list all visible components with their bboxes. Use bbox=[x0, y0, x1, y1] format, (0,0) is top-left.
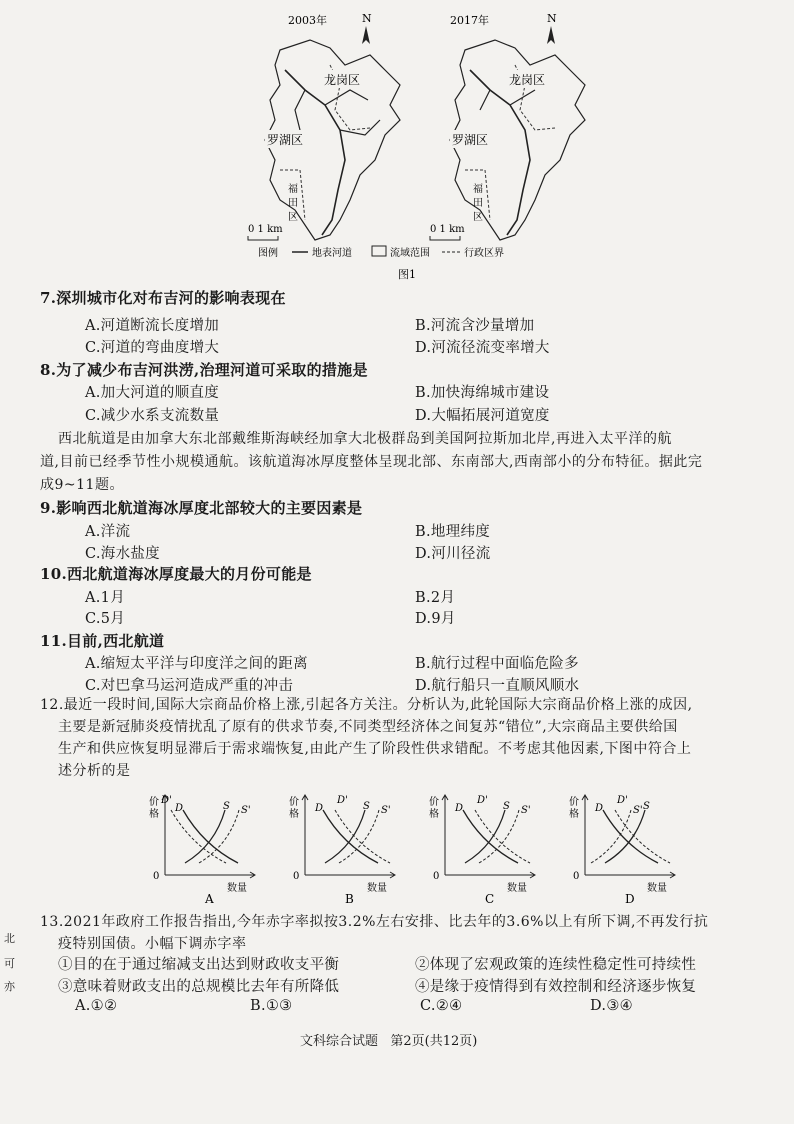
label-s-prime: S' bbox=[381, 805, 391, 816]
graph-xlabel: 数量 bbox=[507, 883, 527, 894]
label-s-prime: S' bbox=[633, 805, 643, 816]
q13-option-b[interactable]: B.①③ bbox=[250, 998, 293, 1014]
q12-graphs bbox=[140, 775, 680, 905]
q9-option-a[interactable]: A.洋流 bbox=[85, 524, 131, 540]
q10-option-b[interactable]: B.2月 bbox=[415, 590, 456, 606]
margin-mark-3: 亦 bbox=[4, 980, 15, 993]
supply-curve-s-prime bbox=[591, 810, 631, 863]
label-d: D bbox=[175, 803, 184, 814]
svg-text:田: 田 bbox=[473, 198, 483, 209]
demand-curve-d bbox=[183, 810, 238, 863]
label-d-prime: D' bbox=[477, 795, 488, 806]
margin-mark-2: 可 bbox=[4, 957, 15, 970]
graph-ylabel: 价 bbox=[289, 797, 299, 808]
svg-text:区: 区 bbox=[473, 212, 483, 223]
margin-mark-1: 北 bbox=[4, 932, 15, 945]
q13-option-a[interactable]: A.①② bbox=[75, 998, 118, 1014]
supply-curve-s-prime bbox=[339, 810, 379, 863]
q13-statement-4: ④是缘于疫情得到有效控制和经济逐步恢复 bbox=[415, 979, 697, 995]
label-futian-2003: 福 bbox=[288, 184, 298, 195]
demand-curve-d bbox=[603, 810, 658, 863]
graph-origin: 0 bbox=[293, 871, 300, 882]
svg-text:区: 区 bbox=[288, 212, 298, 223]
q10-option-a[interactable]: A.1月 bbox=[85, 590, 126, 606]
label-luohu-2003: 罗湖区 bbox=[267, 133, 304, 147]
passage-line-3: 成9~11题。 bbox=[40, 477, 124, 493]
q12-graphs-svg bbox=[140, 775, 680, 905]
q8-option-d[interactable]: D.大幅拓展河道宽度 bbox=[415, 408, 550, 424]
graph-ylabel: 格 bbox=[429, 809, 439, 820]
map-2003 bbox=[265, 12, 400, 240]
q8-option-a[interactable]: A.加大河道的顺直度 bbox=[85, 385, 220, 401]
graph-xlabel: 数量 bbox=[647, 883, 667, 894]
label-d-prime: D' bbox=[161, 795, 172, 806]
q13-option-c[interactable]: C.②④ bbox=[420, 998, 463, 1014]
question-7-stem: 7.深圳城市化对布吉河的影响表现在 bbox=[40, 289, 286, 307]
label-s: S bbox=[643, 801, 650, 812]
q7-option-a[interactable]: A.河道断流长度增加 bbox=[85, 318, 220, 334]
scale-bar-2017: 0 1 km bbox=[430, 224, 465, 235]
legend-basin: 流域范围 bbox=[390, 248, 430, 259]
label-s-prime: S' bbox=[241, 805, 251, 816]
map-title-2017: 2017年 bbox=[450, 14, 489, 27]
supply-curve-s bbox=[605, 810, 645, 863]
question-13-line-2: 疫特别国债。小幅下调赤字率 bbox=[58, 936, 247, 952]
q11-option-d[interactable]: D.航行船只一直顺风顺水 bbox=[415, 678, 580, 694]
q13-statement-3: ③意味着财政支出的总规模比去年有所降低 bbox=[58, 979, 340, 995]
q7-option-c[interactable]: C.河道的弯曲度增大 bbox=[85, 340, 220, 356]
label-s: S bbox=[223, 801, 230, 812]
question-9-stem: 9.影响西北航道海冰厚度北部较大的主要因素是 bbox=[40, 499, 363, 517]
q13-statement-1: ①目的在于通过缩减支出达到财政收支平衡 bbox=[58, 957, 340, 973]
label-d: D bbox=[455, 803, 464, 814]
graph-ylabel: 格 bbox=[149, 809, 159, 820]
label-luohu-2017: 罗湖区 bbox=[452, 133, 489, 147]
north-label-2017: N bbox=[547, 12, 557, 25]
map-2017 bbox=[450, 12, 585, 240]
graph-ylabel: 格 bbox=[289, 809, 299, 820]
question-12-line-1: 12.最近一段时间,国际大宗商品价格上涨,引起各方关注。分析认为,此轮国际大宗商品价格上涨的成因, bbox=[40, 697, 693, 713]
q8-option-c[interactable]: C.减少水系支流数量 bbox=[85, 408, 220, 424]
q9-option-c[interactable]: C.海水盐度 bbox=[85, 546, 160, 562]
legend-label: 图例 bbox=[258, 248, 278, 259]
label-s: S bbox=[363, 801, 370, 812]
question-8-stem: 8.为了减少布吉河洪涝,治理河道可采取的措施是 bbox=[40, 361, 368, 379]
label-d: D bbox=[595, 803, 604, 814]
graph-xlabel: 数量 bbox=[227, 883, 247, 894]
q13-statement-2: ②体现了宏观政策的连续性稳定性可持续性 bbox=[415, 957, 697, 973]
label-longgang-2017: 龙岗区 bbox=[509, 73, 546, 87]
q9-option-b[interactable]: B.地理纬度 bbox=[415, 524, 491, 540]
q11-option-a[interactable]: A.缩短太平洋与印度洋之间的距离 bbox=[85, 656, 308, 672]
q11-option-b[interactable]: B.航行过程中面临危险多 bbox=[415, 656, 579, 672]
svg-text:田: 田 bbox=[288, 198, 298, 209]
map-title-2003: 2003年 bbox=[288, 14, 327, 27]
graph-ylabel: 价 bbox=[149, 797, 159, 808]
question-12-line-2: 主要是新冠肺炎疫情扰乱了原有的供求节奏,不同类型经济体之间复苏“错位”,大宗商品主要供给国 bbox=[58, 719, 678, 735]
question-12-line-4: 述分析的是 bbox=[58, 763, 131, 779]
supply-curve-s bbox=[325, 810, 365, 863]
graph-letter: D bbox=[625, 892, 635, 905]
label-d: D bbox=[315, 803, 324, 814]
label-s-prime: S' bbox=[521, 805, 531, 816]
q11-option-c[interactable]: C.对巴拿马运河造成严重的冲击 bbox=[85, 678, 294, 694]
q10-option-c[interactable]: C.5月 bbox=[85, 611, 126, 627]
graph-origin: 0 bbox=[433, 871, 440, 882]
label-longgang-2003: 龙岗区 bbox=[324, 73, 361, 87]
graph-ylabel: 格 bbox=[569, 809, 579, 820]
q8-option-b[interactable]: B.加快海绵城市建设 bbox=[415, 385, 550, 401]
supply-curve-s-prime bbox=[199, 810, 239, 863]
graph-letter: B bbox=[345, 892, 354, 905]
q9-option-d[interactable]: D.河川径流 bbox=[415, 546, 491, 562]
scale-bar-2003: 0 1 km bbox=[248, 224, 283, 235]
label-d-prime: D' bbox=[337, 795, 348, 806]
figure-1 bbox=[180, 10, 630, 285]
graph-letter: C bbox=[485, 892, 495, 905]
question-12-line-3: 生产和供应恢复明显滞后于需求端恢复,由此产生了阶段性供求错配。不考虑其他因素,下图中符合上 bbox=[58, 741, 692, 757]
legend-boundary: 行政区界 bbox=[464, 248, 504, 259]
graph-origin: 0 bbox=[573, 871, 580, 882]
passage-line-2: 道,目前已经季节性小规模通航。该航道海冰厚度整体呈现北部、东南部大,西南部小的分布特征。据此完 bbox=[40, 454, 703, 470]
graph-ylabel: 价 bbox=[569, 797, 579, 808]
supply-curve-s-prime bbox=[479, 810, 519, 863]
north-label-2003: N bbox=[362, 12, 372, 25]
label-d-prime: D' bbox=[617, 795, 628, 806]
supply-curve-s bbox=[185, 810, 225, 863]
question-13-line-1: 13.2021年政府工作报告指出,今年赤字率拟按3.2%左右安排、比去年的3.6%以上有所下调,不再发行抗 bbox=[40, 914, 709, 930]
legend-river: 地表河道 bbox=[312, 248, 352, 259]
graph-origin: 0 bbox=[153, 871, 160, 882]
q7-option-b[interactable]: B.河流含沙量增加 bbox=[415, 318, 535, 334]
north-arrow-icon bbox=[547, 26, 555, 44]
page-footer: 文科综合试题 第2页(共12页) bbox=[300, 1034, 478, 1049]
demand-curve-d bbox=[323, 810, 378, 863]
label-s: S bbox=[503, 801, 510, 812]
question-11-stem: 11.目前,西北航道 bbox=[40, 632, 165, 650]
passage-line-1: 西北航道是由加拿大东北部戴维斯海峡经加拿大北极群岛到美国阿拉斯加北岸,再进入太平洋的航 bbox=[58, 431, 672, 447]
demand-curve-d-prime bbox=[171, 810, 226, 863]
q10-option-d[interactable]: D.9月 bbox=[415, 611, 456, 627]
figure-1-maps bbox=[180, 10, 630, 285]
q13-option-d[interactable]: D.③④ bbox=[590, 998, 633, 1014]
q7-option-d[interactable]: D.河流径流变率增大 bbox=[415, 340, 550, 356]
graph-letter: A bbox=[205, 892, 214, 905]
supply-curve-s bbox=[465, 810, 505, 863]
label-futian-2017: 福 bbox=[473, 184, 483, 195]
graph-xlabel: 数量 bbox=[367, 883, 387, 894]
question-10-stem: 10.西北航道海冰厚度最大的月份可能是 bbox=[40, 565, 312, 583]
figure-caption: 图1 bbox=[398, 268, 416, 281]
demand-curve-d bbox=[463, 810, 518, 863]
north-arrow-icon bbox=[362, 26, 370, 44]
graph-ylabel: 价 bbox=[429, 797, 439, 808]
